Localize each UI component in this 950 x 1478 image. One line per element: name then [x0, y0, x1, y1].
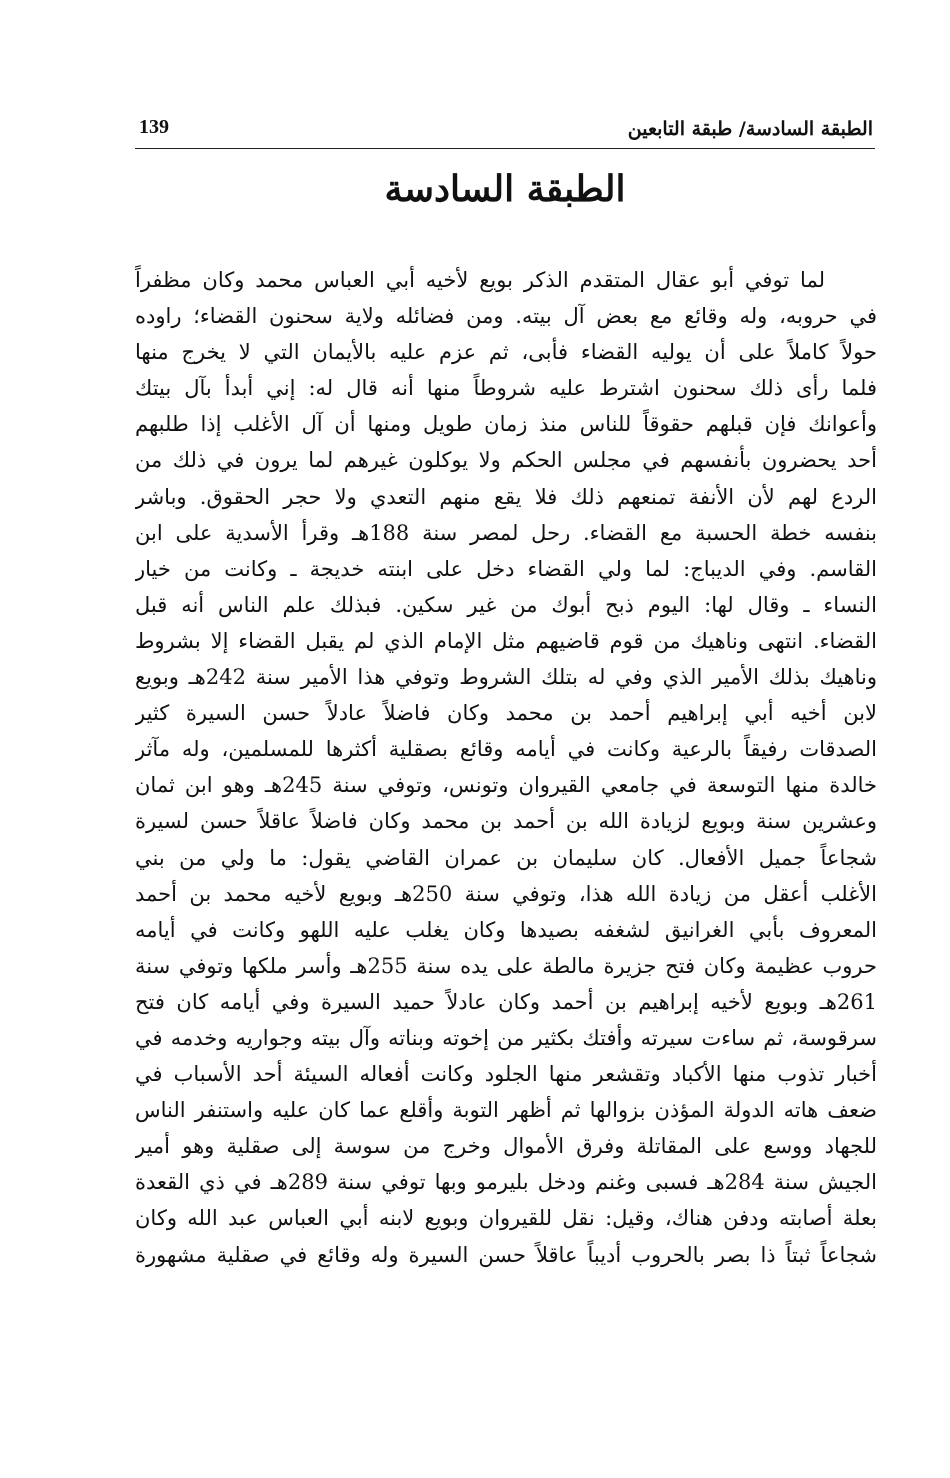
text-line: لما توفي أبو عقال المتقدم الذكر بويع لأخيه أبي العباس محمد وكان مظفراً: [135, 268, 825, 292]
chapter-title: الطبقة السادسة: [384, 168, 626, 210]
text-line: وأعوانك فإن قبلهم حقوقاً للناس منذ زمان طويل ومنها أن آل الأغلب إذا طلبهم: [135, 412, 877, 437]
text-line: ضعف هاته الدولة المؤذن بزوالها ثم أظهر التوبة وأقلع عما كان عليه واستنفر الناس: [135, 1098, 877, 1123]
text-line: بعلة أصابته ودفن هناك، وقيل: نقل للقيروان وبويع لابنه أبي العباس عبد الله وكان: [135, 1206, 877, 1231]
text-line: سرقوسة، ثم ساءت سيرته وأفتك بكثير من إخوته وبناته وآل بيته وجواريه وخدمه في: [135, 1025, 877, 1050]
text-line: شجاعاً جميل الأفعال. كان سليمان بن عمران القاضي يقول: ما ولي من بني: [135, 845, 877, 870]
text-line: وعشرين سنة وبويع لزيادة الله بن أحمد بن محمد وكان فاضلاً عاقلاً حسن لسيرة: [135, 809, 877, 834]
text-line: خالدة منها التوسعة في جامعي القيروان وتونس، وتوفي سنة 245هـ وهو ابن ثمان: [135, 773, 877, 798]
text-line: لابن أخيه أبي إبراهيم أحمد بن محمد وكان فاضلاً عادلاً حسن السيرة كثير: [135, 701, 877, 726]
text-line: القاسم. وفي الديباج: لما ولي القضاء دخل على ابنته خديجة ـ وكانت من خيار: [135, 556, 877, 581]
text-line: 261هـ وبويع لأخيه إبراهيم بن أحمد وكان عادلاً حميد السيرة وفي أيامه كان فتح: [135, 989, 877, 1014]
text-line: الجيش سنة 284هـ فسبى وغنم ودخل بليرمو وبها توفي سنة 289هـ في ذي القعدة: [135, 1170, 877, 1195]
text-line: فلما رأى ذلك سحنون اشترط عليه شروطاً منها أنه قال له: إني أبدأ بآل بيتك: [135, 376, 877, 401]
text-line: النساء ـ وقال لها: اليوم ذبح أبوك من غير سكين. فبذلك علم الناس أنه قبل: [135, 592, 877, 617]
text-line: الأغلب أعقل من زيادة الله هذا، وتوفي سنة 250هـ وبويع لأخيه محمد بن أحمد: [135, 881, 877, 906]
page-number: 139: [139, 116, 169, 138]
text-line: المعروف بأبي الغرانيق لشغفه بصيدها وكان يغلب عليه اللهو وكانت في أيامه: [135, 917, 877, 942]
body-paragraph: [135, 262, 877, 1273]
text-line: شجاعاً ثبتاً ذا بصر بالحروب أديباً عاقلاً حسن السيرة وله وقائع في صقلية مشهورة: [135, 1242, 877, 1267]
text-line: وناهيك بذلك الأمير الذي وفي له بتلك الشروط وتوفي هذا الأمير سنة 242هـ وبويع: [135, 665, 877, 690]
running-title: الطبقة السادسة/ طبقة التابعين: [627, 118, 873, 140]
text-line: الردع لهم لأن الأنفة تمنعهم ذلك فلا يقع منهم التعدي ولا حجر الحقوق. وباشر: [135, 484, 877, 509]
running-header: [135, 112, 875, 149]
text-line: للجهاد ووسع على المقاتلة وفرق الأموال وخرج من سوسة إلى صقلية وهو أمير: [135, 1134, 877, 1159]
text-line: الصدقات رفيقاً بالرعية وكانت في أيامه وقائع بصقلية أكثرها للمسلمين، وله مآثر: [135, 737, 877, 762]
text-line: أحد يحضرون بأنفسهم في مجلس الحكم ولا يوكلون غيرهم لما يرون في ذلك من: [135, 448, 877, 473]
text-line: بنفسه خطة الحسبة مع القضاء. رحل لمصر سنة 188هـ وقرأ الأسدية على ابن: [135, 520, 877, 545]
text-line: حروب عظيمة وكان فتح جزيرة مالطة على يده سنة 255هـ وأسر ملكها وتوفي سنة: [135, 953, 877, 978]
text-line: القضاء. انتهى وناهيك من قوم قاضيهم مثل الإمام الذي لم يقبل القضاء إلا بشروط: [135, 628, 877, 653]
text-line: أخبار تذوب منها الأكباد وتقشعر منها الجلود وكانت أفعاله السيئة أحد الأسباب في: [135, 1062, 877, 1087]
text-line: حولاً كاملاً على أن يوليه القضاء فأبى، ثم عزم عليه بالأيمان التي لا يخرج منها: [135, 340, 877, 365]
text-line: في حروبه، وله وقائع مع بعض آل بيته. ومن فضائله ولاية سحنون القضاء؛ راوده: [135, 304, 877, 329]
